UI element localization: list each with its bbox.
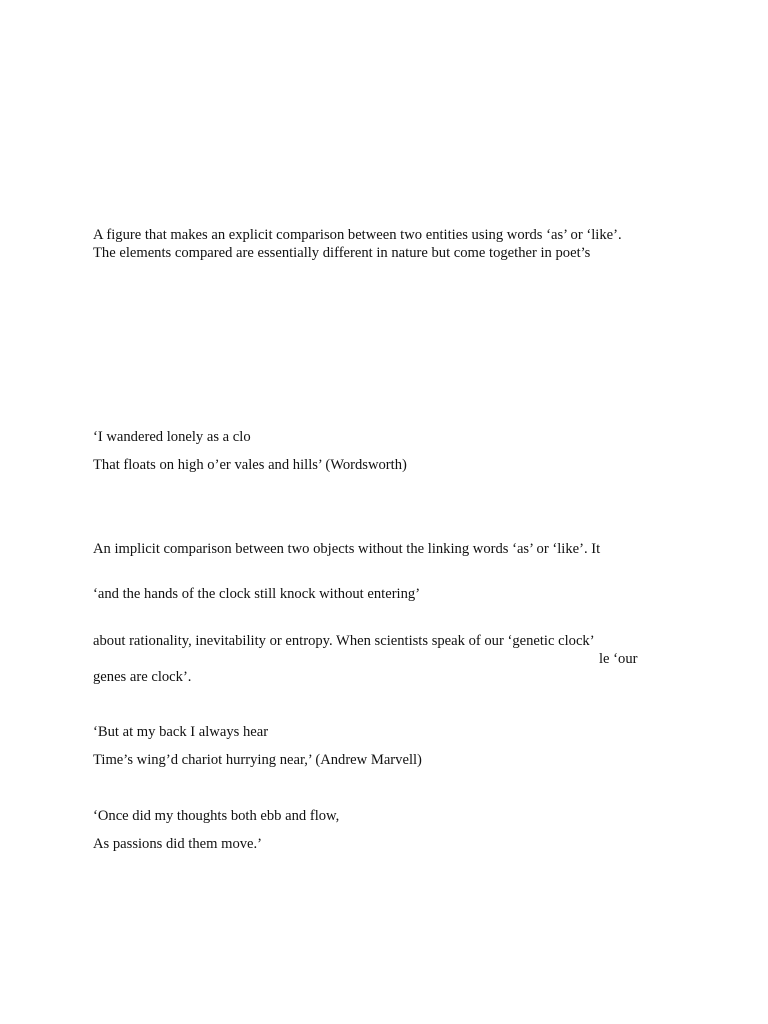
marvell-quote-line-2: Time’s wing’d chariot hurrying near,’ (Andrew Marvell) xyxy=(93,752,422,768)
ebb-flow-quote-line-1: ‘Once did my thoughts both ebb and flow, xyxy=(93,808,340,824)
simile-example-line-1: ‘I wandered lonely as a clo xyxy=(93,429,251,445)
metaphor-explanation-fragment: le ‘our xyxy=(599,651,638,667)
metaphor-definition: An implicit comparison between two objects without the linking words ‘as’ or ‘like’. It xyxy=(93,541,601,557)
metaphor-explanation-line-1: about rationality, inevitability or entropy. When scientists speak of our ‘genetic clock’ xyxy=(93,633,595,649)
simile-definition-line-1: A figure that makes an explicit comparison between two entities using words ‘as’ or ‘like’. xyxy=(93,227,622,243)
metaphor-example: ‘and the hands of the clock still knock without entering’ xyxy=(93,586,421,602)
simile-definition-line-2: The elements compared are essentially different in nature but come together in poet’s xyxy=(93,245,591,261)
simile-example-line-2: That floats on high o’er vales and hills’ (Wordsworth) xyxy=(93,457,407,473)
metaphor-explanation-line-3: genes are clock’. xyxy=(93,669,192,685)
marvell-quote-line-1: ‘But at my back I always hear xyxy=(93,724,269,740)
ebb-flow-quote-line-2: As passions did them move.’ xyxy=(93,836,263,852)
